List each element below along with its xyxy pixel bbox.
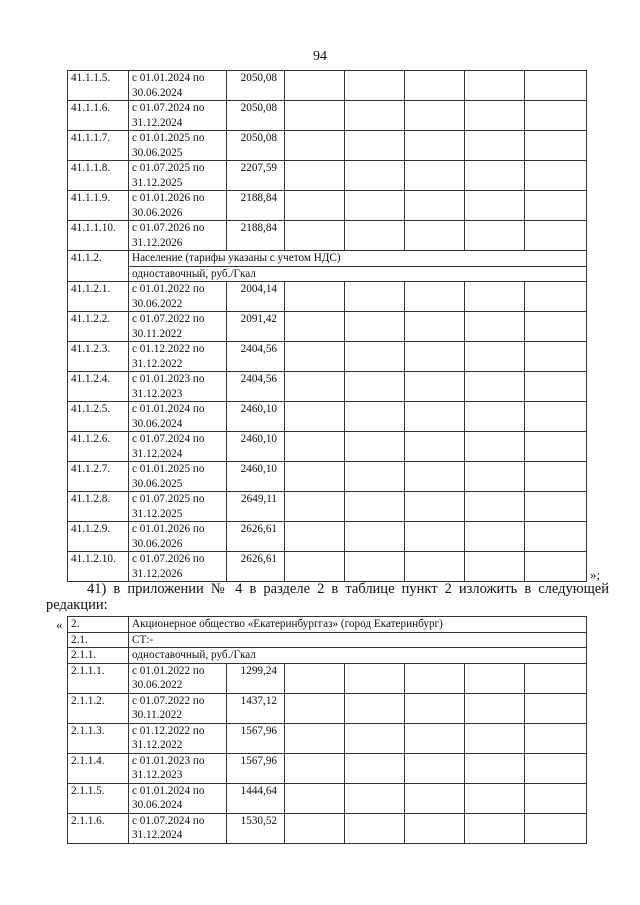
row-value: 2004,14 <box>227 282 285 312</box>
row-value: 1444,64 <box>227 783 285 813</box>
empty-cell <box>525 342 587 372</box>
row-value: 2626,61 <box>227 552 285 582</box>
empty-cell <box>405 101 465 131</box>
empty-cell <box>405 783 465 813</box>
empty-cell <box>345 221 405 251</box>
section-title: Население (тарифы указаны с учетом НДС) <box>129 251 587 267</box>
row-period: с 01.01.2023 по 31.12.2023 <box>129 753 227 783</box>
empty-cell <box>285 753 345 783</box>
row-code: 41.1.2.9. <box>68 522 129 552</box>
empty-cell <box>345 783 405 813</box>
row-period: с 01.07.2024 по 31.12.2024 <box>129 813 227 843</box>
empty-cell <box>465 312 525 342</box>
row-value: 2091,42 <box>227 312 285 342</box>
empty-cell <box>345 282 405 312</box>
empty-cell <box>405 693 465 723</box>
row-code: 41.1.2. <box>68 251 129 282</box>
empty-cell <box>285 282 345 312</box>
table-row <box>68 71 587 101</box>
empty-cell <box>345 552 405 582</box>
table-row <box>68 753 587 783</box>
empty-cell <box>525 432 587 462</box>
table-row <box>68 282 587 312</box>
empty-cell <box>345 71 405 101</box>
empty-cell <box>465 813 525 843</box>
row-value: 2050,08 <box>227 71 285 101</box>
row-value: 2050,08 <box>227 131 285 161</box>
row-value: 1299,24 <box>227 663 285 693</box>
row-period: с 01.07.2026 по 31.12.2026 <box>129 552 227 582</box>
row-code: 41.1.1.8. <box>68 161 129 191</box>
subsection-row <box>68 648 587 664</box>
row-value: 2404,56 <box>227 372 285 402</box>
empty-cell <box>405 723 465 753</box>
row-period: с 01.01.2026 по 30.06.2026 <box>129 191 227 221</box>
tariff-table-2 <box>67 616 587 844</box>
empty-cell <box>525 723 587 753</box>
row-code: 2.1.1. <box>68 648 129 664</box>
empty-cell <box>405 372 465 402</box>
row-code: 2.1.1.1. <box>68 663 129 693</box>
section-subrow <box>68 266 587 282</box>
empty-cell <box>465 552 525 582</box>
table-row <box>68 402 587 432</box>
empty-cell <box>285 693 345 723</box>
row-value: 2649,11 <box>227 492 285 522</box>
subsection-title: одноставочный, руб./Гкал <box>129 648 587 664</box>
empty-cell <box>465 522 525 552</box>
empty-cell <box>465 191 525 221</box>
table-row <box>68 552 587 582</box>
table-row <box>68 312 587 342</box>
row-value: 2207,59 <box>227 161 285 191</box>
empty-cell <box>405 161 465 191</box>
empty-cell <box>285 432 345 462</box>
org-title: Акционерное общество «Екатеринбурггаз» (город Екатеринбург) <box>129 617 587 633</box>
empty-cell <box>405 663 465 693</box>
row-code: 41.1.2.10. <box>68 552 129 582</box>
empty-cell <box>465 693 525 723</box>
row-period: с 01.01.2022 по 30.06.2022 <box>129 663 227 693</box>
row-code: 2.1.1.4. <box>68 753 129 783</box>
row-period: с 01.01.2022 по 30.06.2022 <box>129 282 227 312</box>
empty-cell <box>465 492 525 522</box>
row-code: 41.1.2.1. <box>68 282 129 312</box>
row-period: с 01.07.2026 по 31.12.2026 <box>129 221 227 251</box>
table-row <box>68 723 587 753</box>
empty-cell <box>405 552 465 582</box>
row-code: 41.1.2.5. <box>68 402 129 432</box>
empty-cell <box>345 101 405 131</box>
empty-cell <box>525 462 587 492</box>
empty-cell <box>405 221 465 251</box>
row-period: с 01.01.2025 по 30.06.2025 <box>129 462 227 492</box>
table-row <box>68 191 587 221</box>
row-value: 2404,56 <box>227 342 285 372</box>
table-row <box>68 522 587 552</box>
empty-cell <box>405 131 465 161</box>
row-code: 41.1.2.3. <box>68 342 129 372</box>
closing-quote: »; <box>590 567 601 582</box>
empty-cell <box>345 402 405 432</box>
empty-cell <box>525 402 587 432</box>
empty-cell <box>465 663 525 693</box>
empty-cell <box>525 783 587 813</box>
empty-cell <box>525 552 587 582</box>
row-code: 2. <box>68 617 129 633</box>
empty-cell <box>285 783 345 813</box>
empty-cell <box>345 753 405 783</box>
row-value: 2188,84 <box>227 191 285 221</box>
row-value: 2460,10 <box>227 402 285 432</box>
row-value: 2050,08 <box>227 101 285 131</box>
empty-cell <box>405 462 465 492</box>
empty-cell <box>525 663 587 693</box>
empty-cell <box>285 813 345 843</box>
empty-cell <box>525 131 587 161</box>
row-period: с 01.01.2024 по 30.06.2024 <box>129 402 227 432</box>
row-code: 41.1.2.7. <box>68 462 129 492</box>
empty-cell <box>525 71 587 101</box>
empty-cell <box>465 71 525 101</box>
empty-cell <box>465 101 525 131</box>
empty-cell <box>285 522 345 552</box>
empty-cell <box>285 552 345 582</box>
empty-cell <box>465 372 525 402</box>
empty-cell <box>405 402 465 432</box>
empty-cell <box>465 161 525 191</box>
empty-cell <box>465 723 525 753</box>
section-subtitle: одноставочный, руб./Гкал <box>129 266 587 282</box>
row-code: 41.1.2.8. <box>68 492 129 522</box>
row-code: 41.1.1.7. <box>68 131 129 161</box>
row-code: 41.1.1.6. <box>68 101 129 131</box>
empty-cell <box>345 372 405 402</box>
empty-cell <box>405 282 465 312</box>
row-period: с 01.07.2024 по 31.12.2024 <box>129 432 227 462</box>
empty-cell <box>285 131 345 161</box>
empty-cell <box>525 221 587 251</box>
empty-cell <box>345 723 405 753</box>
table-row <box>68 131 587 161</box>
row-value: 1530,52 <box>227 813 285 843</box>
empty-cell <box>345 432 405 462</box>
empty-cell <box>405 522 465 552</box>
table-row <box>68 783 587 813</box>
row-code: 2.1.1.5. <box>68 783 129 813</box>
empty-cell <box>525 693 587 723</box>
empty-cell <box>525 282 587 312</box>
row-period: с 01.01.2023 по 31.12.2023 <box>129 372 227 402</box>
table-row <box>68 161 587 191</box>
empty-cell <box>285 723 345 753</box>
empty-cell <box>285 462 345 492</box>
empty-cell <box>525 522 587 552</box>
empty-cell <box>285 161 345 191</box>
empty-cell <box>345 342 405 372</box>
empty-cell <box>345 191 405 221</box>
row-value: 1567,96 <box>227 753 285 783</box>
row-code: 2.1.1.3. <box>68 723 129 753</box>
row-code: 2.1. <box>68 632 129 648</box>
table-row <box>68 432 587 462</box>
empty-cell <box>525 492 587 522</box>
empty-cell <box>405 71 465 101</box>
empty-cell <box>405 492 465 522</box>
row-code: 41.1.1.10. <box>68 221 129 251</box>
empty-cell <box>345 522 405 552</box>
empty-cell <box>465 282 525 312</box>
org-header-row <box>68 617 587 633</box>
table-row <box>68 372 587 402</box>
empty-cell <box>345 813 405 843</box>
row-period: с 01.01.2025 по 30.06.2025 <box>129 131 227 161</box>
empty-cell <box>525 161 587 191</box>
row-period: с 01.01.2024 по 30.06.2024 <box>129 71 227 101</box>
row-value: 1437,12 <box>227 693 285 723</box>
empty-cell <box>465 753 525 783</box>
empty-cell <box>525 813 587 843</box>
empty-cell <box>285 402 345 432</box>
row-code: 41.1.2.6. <box>68 432 129 462</box>
empty-cell <box>465 221 525 251</box>
table-row <box>68 101 587 131</box>
table-row <box>68 663 587 693</box>
section-row <box>68 251 587 267</box>
row-code: 41.1.1.5. <box>68 71 129 101</box>
empty-cell <box>525 101 587 131</box>
row-period: с 01.01.2024 по 30.06.2024 <box>129 783 227 813</box>
empty-cell <box>405 432 465 462</box>
empty-cell <box>345 693 405 723</box>
empty-cell <box>285 342 345 372</box>
row-value: 1567,96 <box>227 723 285 753</box>
subsection-row <box>68 632 587 648</box>
empty-cell <box>525 191 587 221</box>
table-row <box>68 693 587 723</box>
empty-cell <box>285 101 345 131</box>
empty-cell <box>465 342 525 372</box>
row-period: с 01.07.2024 по 31.12.2024 <box>129 101 227 131</box>
table-row <box>68 342 587 372</box>
amendment-paragraph: 41) в приложении № 4 в разделе 2 в таблице пункт 2 изложить в следующей редакции: <box>46 581 609 613</box>
row-code: 41.1.2.2. <box>68 312 129 342</box>
row-period: с 01.12.2022 по 31.12.2022 <box>129 342 227 372</box>
row-code: 41.1.1.9. <box>68 191 129 221</box>
tariff-table-1 <box>67 70 587 582</box>
empty-cell <box>345 663 405 693</box>
subsection-title: СТ:- <box>129 632 587 648</box>
table-row <box>68 221 587 251</box>
empty-cell <box>465 462 525 492</box>
row-period: с 01.07.2025 по 31.12.2025 <box>129 492 227 522</box>
row-value: 2188,84 <box>227 221 285 251</box>
empty-cell <box>285 492 345 522</box>
empty-cell <box>405 312 465 342</box>
empty-cell <box>465 783 525 813</box>
empty-cell <box>345 131 405 161</box>
empty-cell <box>345 492 405 522</box>
empty-cell <box>465 131 525 161</box>
empty-cell <box>285 221 345 251</box>
row-period: с 01.01.2026 по 30.06.2026 <box>129 522 227 552</box>
row-period: с 01.07.2025 по 31.12.2025 <box>129 161 227 191</box>
page-number: 94 <box>313 49 327 64</box>
empty-cell <box>465 432 525 462</box>
empty-cell <box>525 312 587 342</box>
empty-cell <box>465 402 525 432</box>
empty-cell <box>285 191 345 221</box>
empty-cell <box>345 161 405 191</box>
empty-cell <box>285 312 345 342</box>
row-code: 2.1.1.2. <box>68 693 129 723</box>
empty-cell <box>285 71 345 101</box>
empty-cell <box>405 813 465 843</box>
empty-cell <box>525 372 587 402</box>
table-row <box>68 813 587 843</box>
empty-cell <box>285 372 345 402</box>
empty-cell <box>285 663 345 693</box>
empty-cell <box>405 342 465 372</box>
empty-cell <box>525 753 587 783</box>
table-row <box>68 492 587 522</box>
row-period: с 01.12.2022 по 31.12.2022 <box>129 723 227 753</box>
row-period: с 01.07.2022 по 30.11.2022 <box>129 693 227 723</box>
table-row <box>68 462 587 492</box>
row-value: 2460,10 <box>227 432 285 462</box>
empty-cell <box>345 312 405 342</box>
opening-quote: « <box>56 617 63 632</box>
empty-cell <box>405 753 465 783</box>
empty-cell <box>405 191 465 221</box>
row-value: 2460,10 <box>227 462 285 492</box>
row-code: 41.1.2.4. <box>68 372 129 402</box>
row-period: с 01.07.2022 по 30.11.2022 <box>129 312 227 342</box>
row-code: 2.1.1.6. <box>68 813 129 843</box>
empty-cell <box>345 462 405 492</box>
row-value: 2626,61 <box>227 522 285 552</box>
